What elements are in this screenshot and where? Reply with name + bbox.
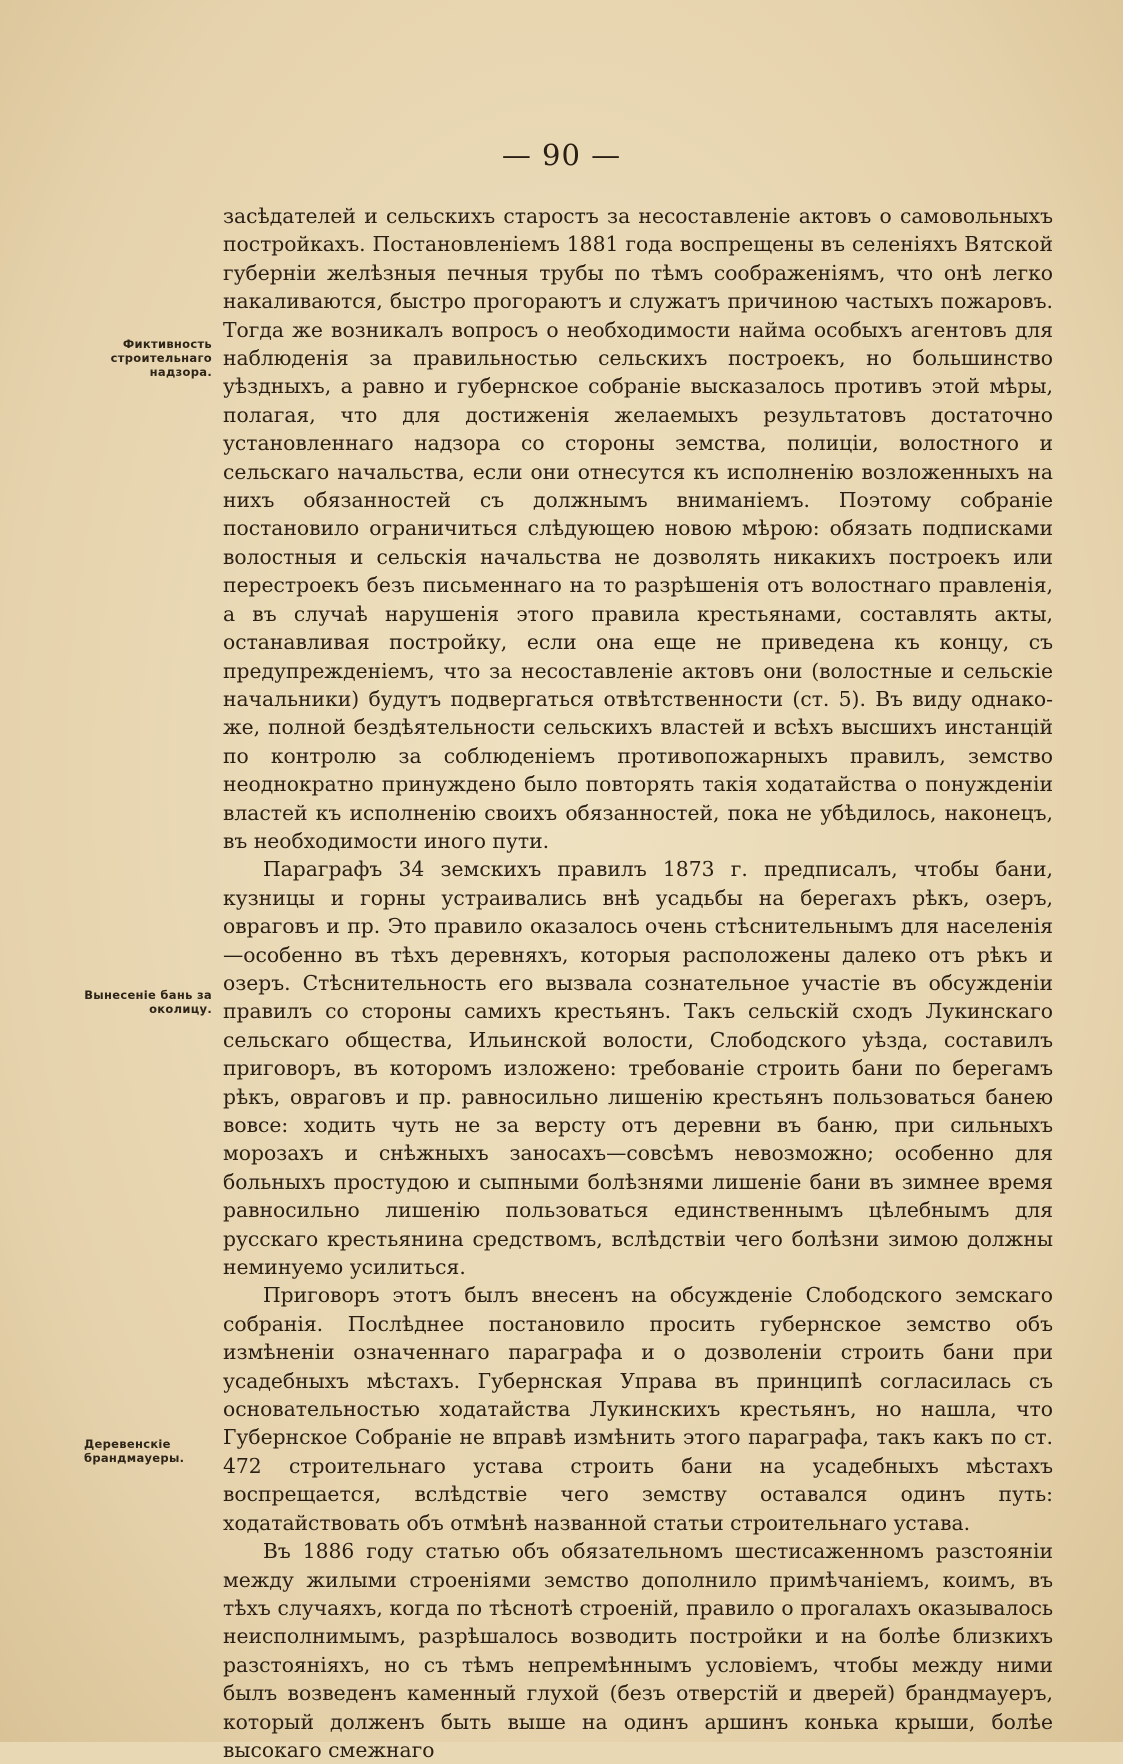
paragraph: Приговоръ этотъ былъ внесенъ на обсужденіе Слободского земскаго собранія. Послѣднее постановило просить губернское земство объ измѣненіи означеннаго параграфа и о дозволеніи строить бани при усадебныхъ мѣстахъ. Губернская Управа въ принципѣ согласилась съ основательностью ходатайства Лукинскихъ крестьянъ, но нашла, что Губернское Собраніе не вправѣ измѣнить этого параграфа, такъ какъ по ст. 472 строительнаго устава строить бани на усадебныхъ мѣстахъ воспрещается, вслѣдствіе чего земству оставался одинъ путь: ходатайствовать объ отмѣнѣ названной статьи строительнаго устава. (223, 1283, 1053, 1535)
paragraph: засѣдателей и сельскихъ старостъ за несоставленіе актовъ о самовольныхъ постройкахъ. Постановленіемъ 1881 года воспрещены въ селеніяхъ Вятской губерніи желѣзныя печныя трубы по тѣмъ соображеніямъ, что онѣ легко накаливаются, быстро прогораютъ и служатъ причиною частыхъ пожаровъ. Тогда же возникалъ вопросъ о необходимости найма особыхъ агентовъ для наблюденія за правильностью сельскихъ построекъ, но большинство уѣздныхъ, а равно и губернское собраніе высказалось противъ этой мѣры, полагая, что для достиженія желаемыхъ результатовъ достаточно установленнаго надзора со стороны земства, полиціи, волостного и сельскаго начальства, если они отнесутся къ исполненію возложенныхъ на нихъ обязанностей съ должнымъ вниманіемъ. Поэтому собраніе постановило ограничиться слѣдующею новою мѣрою: обязать подписками волостныя и сельскія начальства не дозволять никакихъ построекъ или перестроекъ безъ письменнаго на то разрѣшенія отъ волостнаго правленія, а въ случаѣ нарушенія этого правила крестьянами, составлять акты, останавливая постройку, если она еще не приведена къ концу, съ предупрежденіемъ, что за несоставленіе актовъ они (волостные и сельскіе начальники) будутъ подвергаться отвѣтственности (ст. 5). Въ виду однако-же, полной бездѣятельности сельскихъ властей и всѣхъ высшихъ инстанцій по контролю за соблюденіемъ противопожарныхъ правилъ, земство неоднократно принуждено было повторять такія ходатайства о понужденіи властей къ исполненію своихъ обязанностей, пока не убѣдилось, наконецъ, въ необходимости иного пути. (223, 204, 1053, 853)
page-number: — 90 — (501, 138, 622, 172)
paragraph: Въ 1886 году статью объ обязательномъ шестисаженномъ разстояніи между жилыми строеніями земство дополнило примѣчаніемъ, коимъ, въ тѣхъ случаяхъ, когда по тѣснотѣ строеній, правило о прогалахъ оказывалось неисполнимымъ, разрѣшалось возводить постройки и на болѣе близкихъ разстояніяхъ, но съ тѣмъ непремѣннымъ условіемъ, чтобы между ними былъ возведенъ каменный глухой (безъ отверстій и дверей) брандмауеръ, который долженъ быть выше на одинъ аршинъ конька крыши, болѣе высокаго смежнаго (223, 1539, 1053, 1762)
paragraph: Параграфъ 34 земскихъ правилъ 1873 г. предписалъ, чтобы бани, кузницы и горны устраивались внѣ усадьбы на берегахъ рѣкъ, озеръ, овраговъ и пр. Это правило оказалось очень стѣснительнымъ для населенія—особенно въ тѣхъ деревняхъ, которыя расположены далеко отъ рѣкъ и озеръ. Стѣснительность его вызвала сознательное участіе въ обсужденіи правилъ со стороны самихъ крестьянъ. Такъ сельскій сходъ Лукинскаго сельскаго общества, Ильинской волости, Слободского уѣзда, составилъ приговоръ, въ которомъ изложено: требованіе строить бани по берегамъ рѣкъ, овраговъ и пр. равносильно лишенію крестьянъ пользоваться банею вовсе: ходить чуть не за версту отъ деревни въ баню, при сильныхъ морозахъ и снѣжныхъ заносахъ—совсѣмъ невозможно; особенно для больныхъ простудою и сыпными болѣзнями лишеніе бани въ зимнее время равносильно лишенію пользоваться единственнымъ цѣлебнымъ для русскаго крестьянина средствомъ, вслѣдствіи чего болѣзни зимою должны неминуемо усилиться. (223, 857, 1053, 1280)
margin-note-fictitious-supervision: Фиктивность строительнаго надзора. (110, 337, 212, 379)
body-text (223, 202, 1053, 1764)
margin-note-bathhouses: Вынесеніе бань за околицу. (84, 988, 212, 1016)
margin-note-firewalls: Деревенскіе брандмауеры. (84, 1437, 185, 1465)
